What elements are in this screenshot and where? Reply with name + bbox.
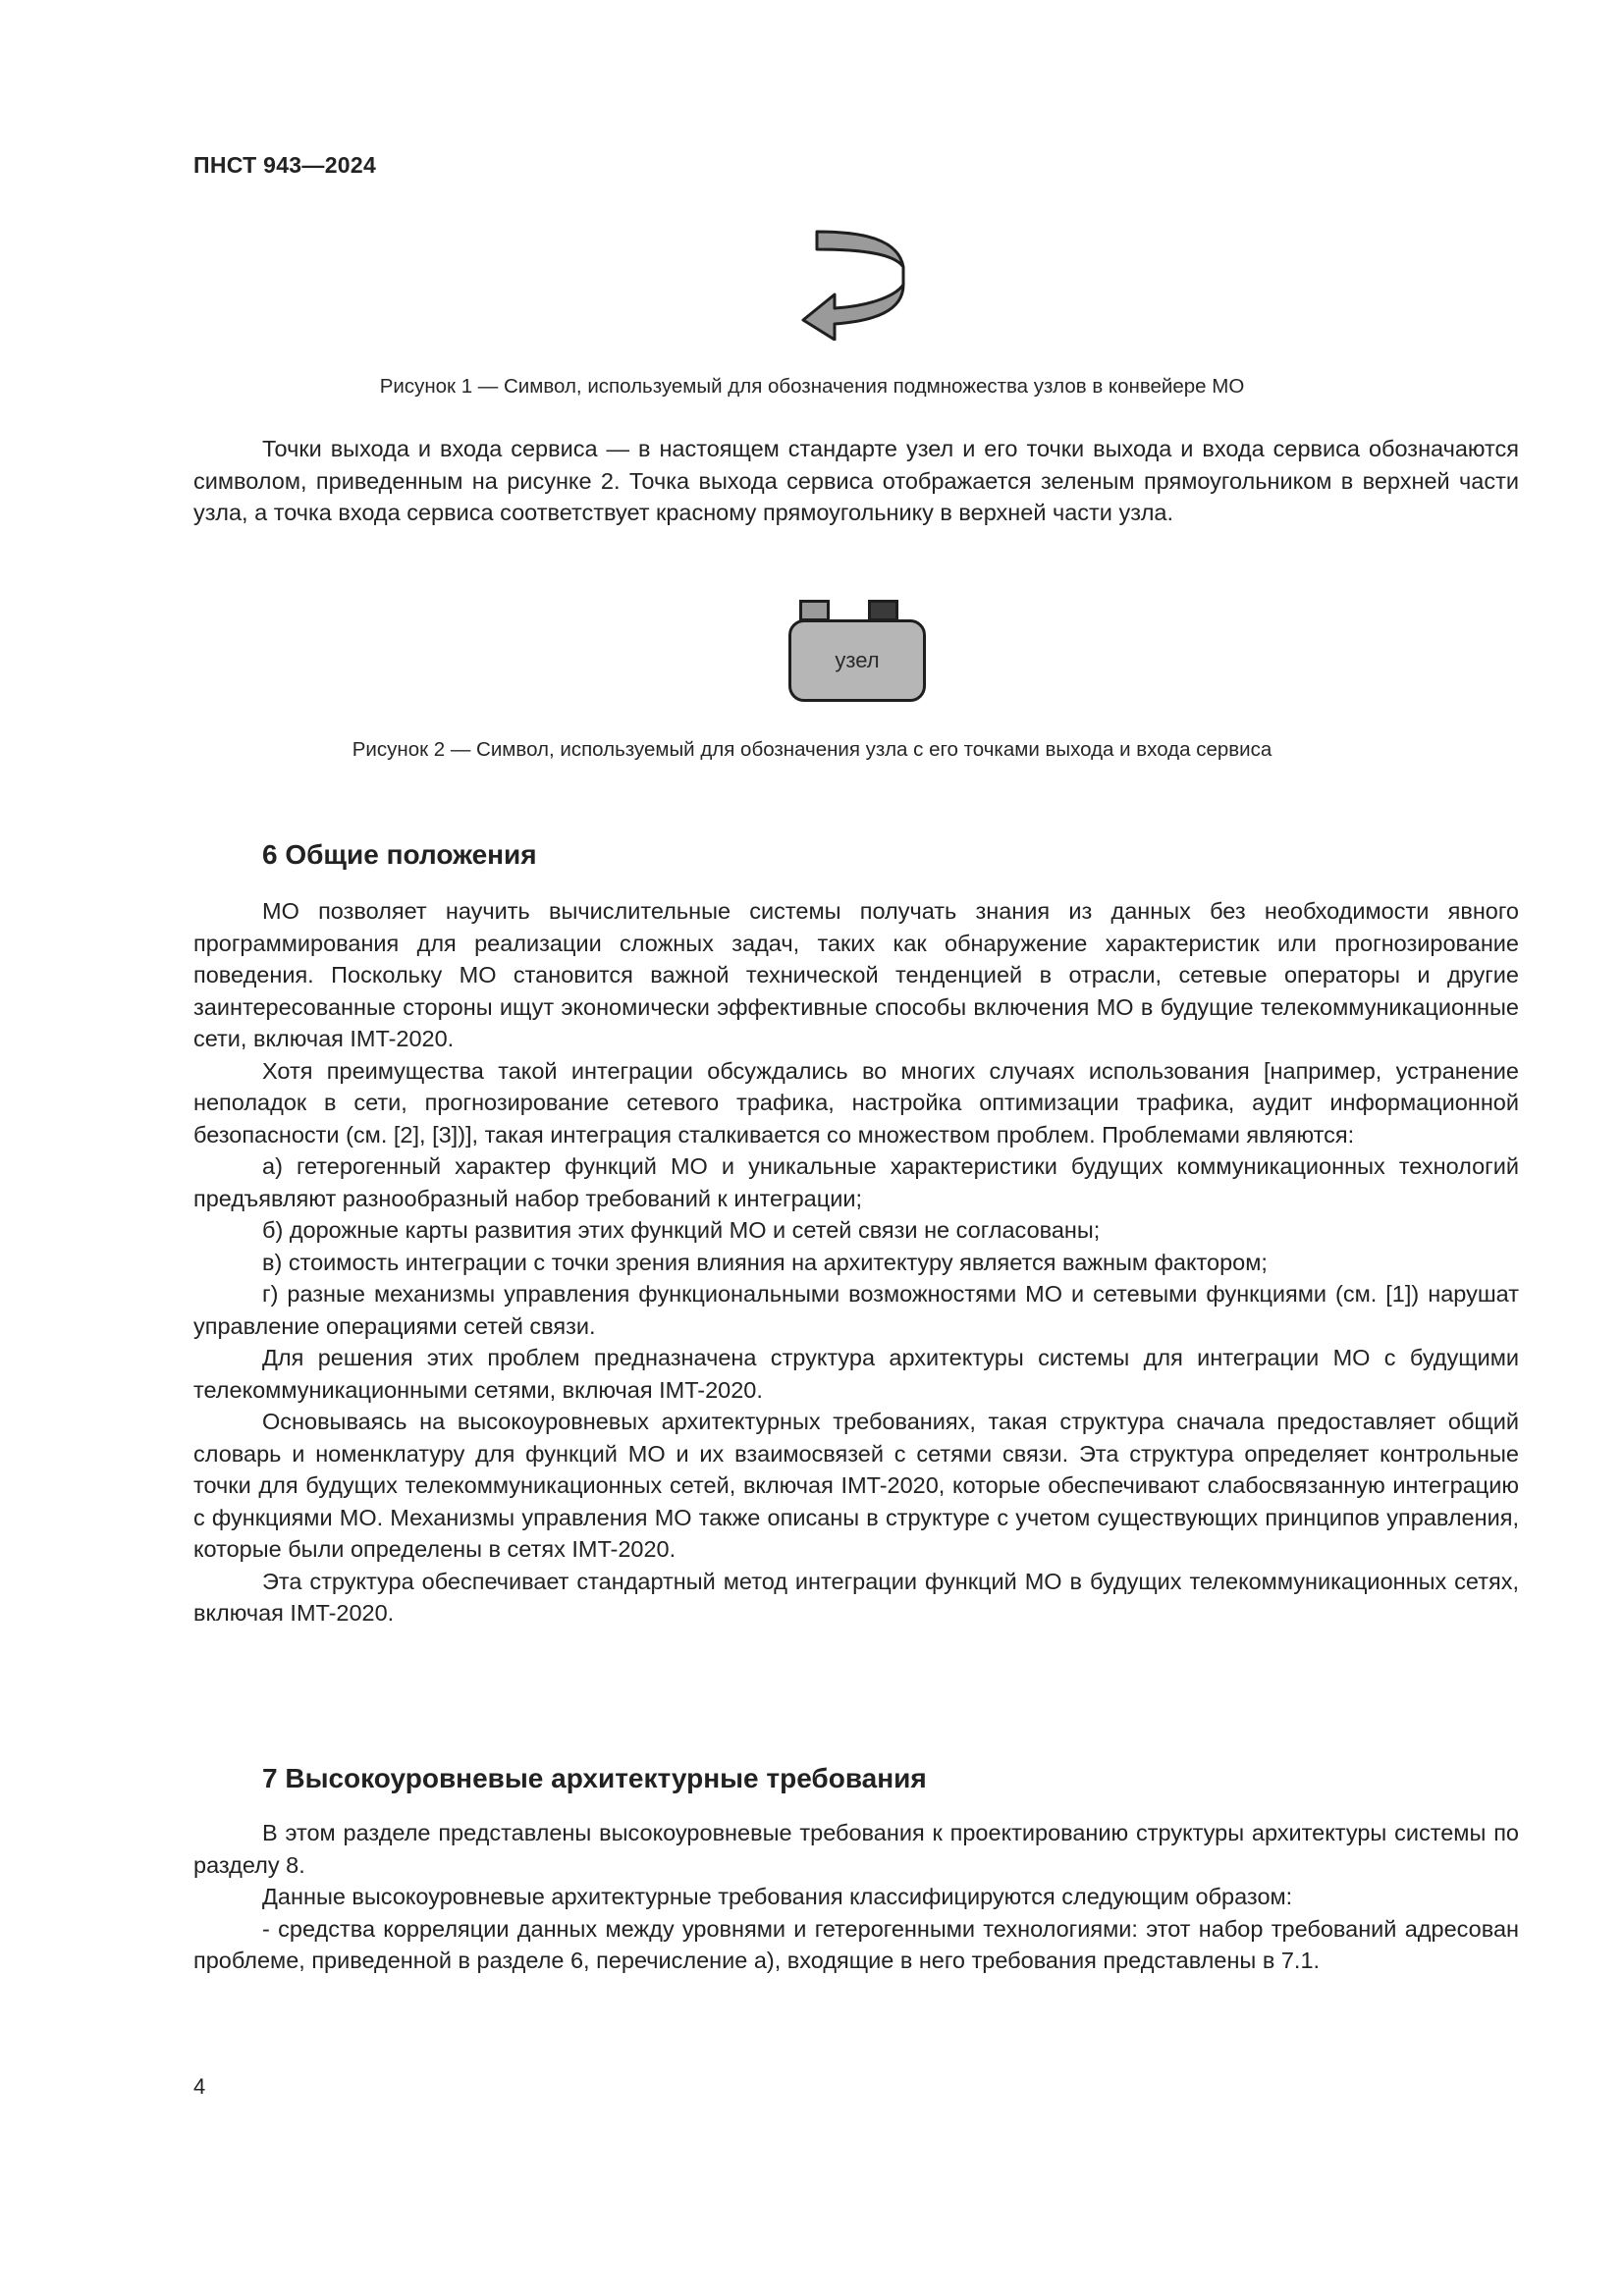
node-symbol-figure xyxy=(785,592,933,708)
section-7-body xyxy=(193,1817,1519,1977)
node-body xyxy=(788,619,926,702)
document-id: ПНСТ 943—2024 xyxy=(193,152,377,178)
paragraph: Эта структура обеспечивает стандартный метод интеграции функций МО в будущих телекоммуникационных сетях, включая IMT-2020. xyxy=(193,1568,1519,1626)
list-item: б) дорожные карты развития этих функций МО и сетей связи не согласованы; xyxy=(262,1217,1101,1243)
paragraph: Для решения этих проблем предназначена структура архитектуры системы для интеграции МО с будущими телекоммуникационными сетями, включая IMT-2020. xyxy=(193,1345,1519,1403)
node-label: узел xyxy=(835,648,880,672)
section-7-heading: 7 Высокоуровневые архитектурные требования xyxy=(262,1763,927,1793)
paragraph: Основываясь на высокоуровневых архитектурных требованиях, такая структура сначала предоставляет общий словарь и номенклатуру для функций МО и их взаимосвязей с сетями связи. Эта структура определяет контрольные точки для будущих телекоммуникационных сетей, включая IMT-2020, которые обеспечивают слабосвязанную интеграцию с функциями МО. Механизмы управления МО также описаны в структуре с учетом существующих принципов управления, которые были определены в сетях IMT-2020. xyxy=(193,1409,1519,1562)
paragraph: В этом разделе представлены высокоуровневые требования к проектированию структуры архитектуры системы по разделу 8. xyxy=(193,1820,1519,1878)
page-number: 4 xyxy=(193,2074,206,2099)
paragraph: Данные высокоуровневые архитектурные требования классифицируются следующим образом: xyxy=(262,1884,1293,1909)
list-item: в) стоимость интеграции с точки зрения влияния на архитектуру является важным фактором; xyxy=(262,1249,1268,1275)
section-6-heading: 6 Общие положения xyxy=(262,839,537,870)
paragraph: Точки выхода и входа сервиса — в настоящем стандарте узел и его точки выхода и входа сервиса обозначаются символом, приведенным на рисунке 2. Точка выхода сервиса отображается зеленым прямоугольником в верхней части узла, а точка входа сервиса соответствует красному прямоугольнику в верхней части узла. xyxy=(193,436,1519,525)
paragraph: МО позволяет научить вычислительные системы получать знания из данных без необходимости явного программирования для реализации сложных задач, таких как обнаружение характеристик или прогнозирование поведения. Поскольку МО становится важной технической тенденцией в отрасли, сетевые операторы и другие заинтересованные стороны ищут экономически эффективные способы включения МО в будущие телекоммуникационные сети, включая IMT-2020. xyxy=(193,898,1519,1051)
curved-arrow-icon xyxy=(795,228,913,341)
list-item: г) разные механизмы управления функциональными возможностями МО и сетевыми функциями (см. [1]) нарушат управление операциями сетей связи. xyxy=(193,1281,1519,1339)
figure-1-caption: Рисунок 1 — Символ, используемый для обозначения подмножества узлов в конвейере МО xyxy=(379,375,1245,398)
paragraph: Хотя преимущества такой интеграции обсуждались во многих случаях использования [например, устранение неполадок в сети, прогнозирование сетевого трафика, настройка оптимизации трафика, аудит информационной безопасности (см. [2], [3])], такая интеграция сталкивается со множеством проблем. Проблемами являются: xyxy=(193,1057,1519,1148)
figure-2-caption: Рисунок 2 — Символ, используемый для обозначения узла с его точками выхода и входа сервиса xyxy=(352,738,1272,761)
intro-text xyxy=(193,433,1519,529)
list-item: а) гетерогенный характер функций МО и уникальные характеристики будущих коммуникационных технологий предъявляют разнообразный набор требований к интеграции; xyxy=(193,1153,1519,1211)
service-entry-port xyxy=(868,600,898,621)
list-item: - средства корреляции данных между уровнями и гетерогенными технологиями: этот набор требований адресован проблеме, приведенной в разделе 6, перечисление а), входящие в него требования представлены в 7.1. xyxy=(193,1915,1519,1973)
service-exit-port xyxy=(799,600,830,621)
section-6-body xyxy=(193,895,1519,1629)
